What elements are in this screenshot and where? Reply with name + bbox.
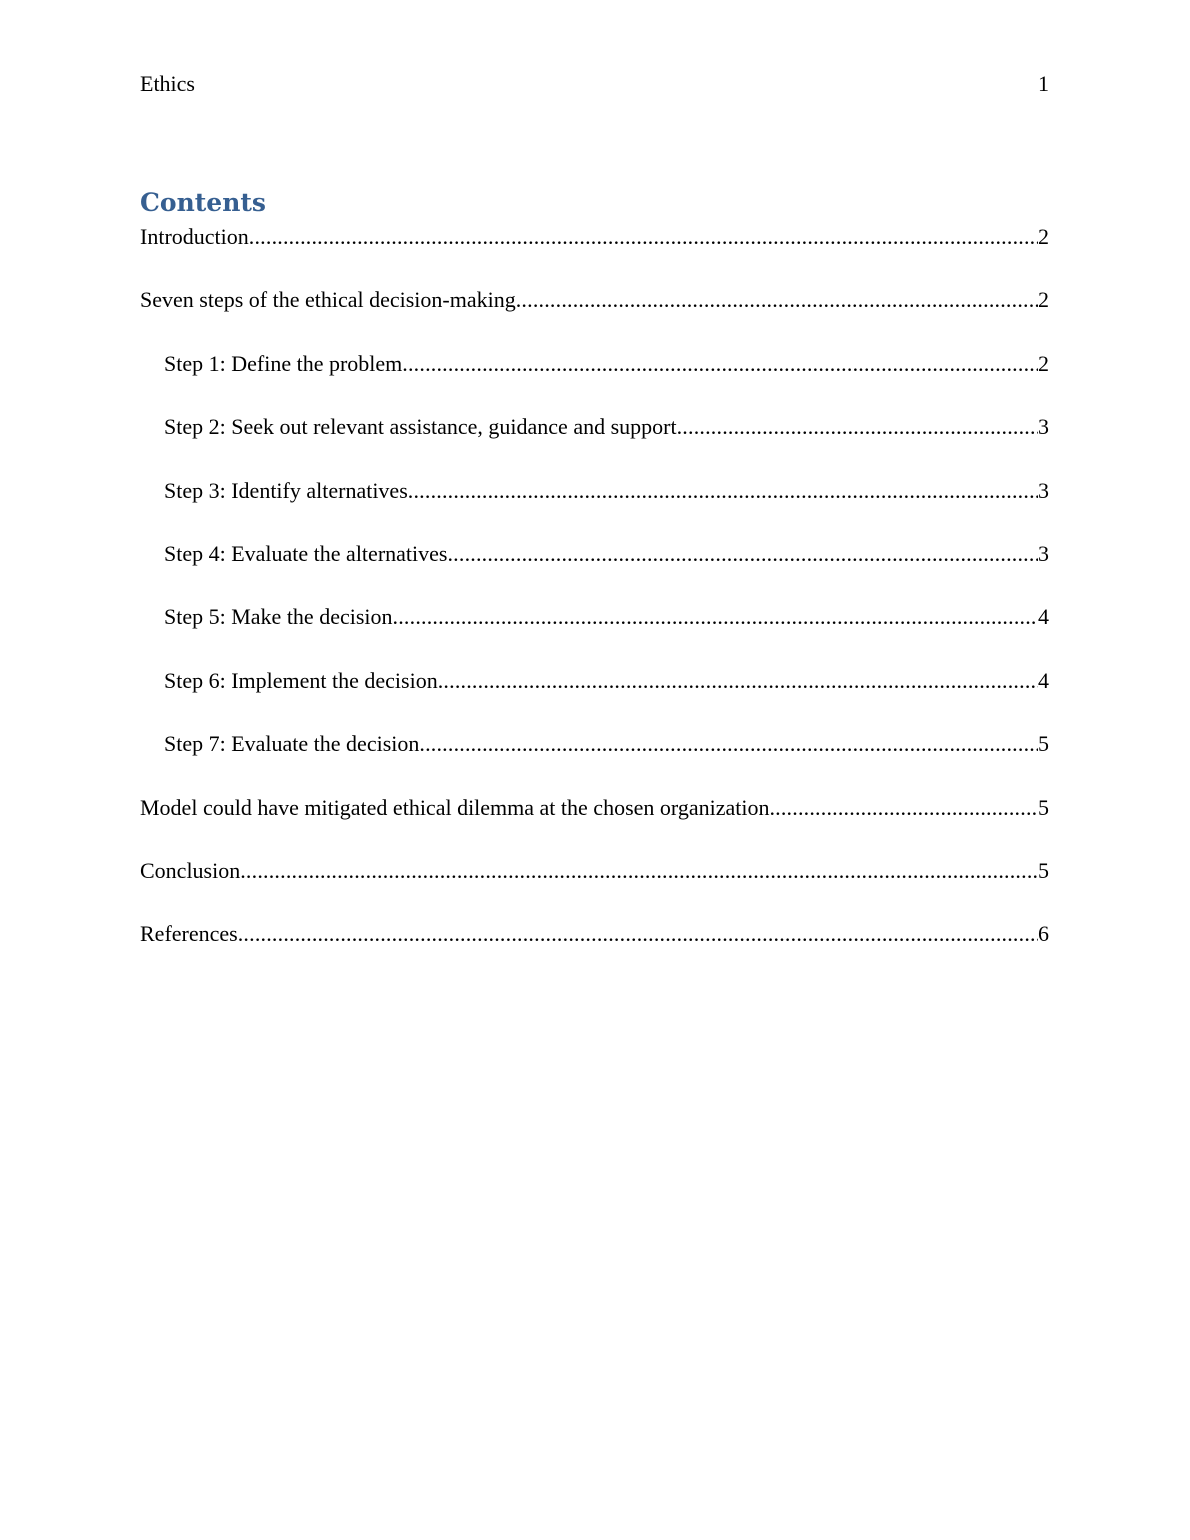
toc-entry-page: 2 xyxy=(1038,287,1049,313)
toc-entry-title: Step 7: Evaluate the decision xyxy=(164,731,420,757)
toc-entry-page: 5 xyxy=(1038,794,1049,820)
toc-entry-step-5[interactable] xyxy=(140,603,1049,666)
toc-entry-step-2[interactable] xyxy=(140,413,1049,476)
toc-dot-leader xyxy=(249,223,1038,251)
toc-entry-step-3[interactable] xyxy=(140,477,1049,540)
toc-entry-step-4[interactable] xyxy=(140,540,1049,603)
toc-entry-title: Step 2: Seek out relevant assistance, guidance and support xyxy=(164,414,677,440)
toc-dot-leader xyxy=(240,857,1038,885)
toc-entry-title: Seven steps of the ethical decision-making xyxy=(140,287,516,313)
running-head: Ethics xyxy=(140,71,195,96)
toc-entry-title: Introduction xyxy=(140,224,249,249)
toc-dot-leader xyxy=(393,603,1038,631)
toc-dot-leader xyxy=(447,540,1038,568)
toc-dot-leader xyxy=(438,667,1038,695)
toc-entry-page: 3 xyxy=(1038,540,1049,566)
toc-entry-title: Model could have mitigated ethical dilemma at the chosen organization xyxy=(140,794,770,820)
toc-entry-title: Step 6: Implement the decision xyxy=(164,667,438,693)
toc-entry-conclusion[interactable] xyxy=(140,857,1049,920)
toc-entry-step-6[interactable] xyxy=(140,667,1049,730)
toc-entry-page: 4 xyxy=(1038,604,1049,630)
page-number: 1 xyxy=(1038,71,1049,96)
toc-entry-page: 2 xyxy=(1038,350,1049,376)
page-header xyxy=(140,70,1049,98)
toc-dot-leader xyxy=(408,477,1038,505)
toc-entry-title: References xyxy=(140,921,238,947)
toc-heading: Contents xyxy=(140,188,267,217)
toc-entry-step-1[interactable] xyxy=(140,350,1049,413)
toc-entry-step-7[interactable] xyxy=(140,730,1049,793)
toc-dot-leader xyxy=(677,413,1038,441)
toc-entry-page: 3 xyxy=(1038,414,1049,440)
toc-entry-page: 5 xyxy=(1038,731,1049,757)
toc-dot-leader xyxy=(402,350,1038,378)
toc-entry-introduction[interactable] xyxy=(140,223,1049,286)
toc-dot-leader xyxy=(419,730,1038,758)
toc-entry-title: Step 3: Identify alternatives xyxy=(164,477,408,503)
toc-entry-title: Step 1: Define the problem xyxy=(164,350,403,376)
toc-entry-page: 4 xyxy=(1038,667,1049,693)
toc-dot-leader xyxy=(769,794,1038,822)
toc-entry-title: Step 5: Make the decision xyxy=(164,604,393,630)
toc-entry-page: 2 xyxy=(1038,224,1049,249)
toc-entry-page: 3 xyxy=(1038,477,1049,503)
toc-entry-page: 6 xyxy=(1038,921,1049,947)
toc-dot-leader xyxy=(516,286,1038,314)
toc-entry-seven-steps[interactable] xyxy=(140,286,1049,349)
toc-dot-leader xyxy=(238,920,1038,948)
toc-entry-title: Step 4: Evaluate the alternatives xyxy=(164,540,448,566)
toc-entry-page: 5 xyxy=(1038,857,1049,883)
toc-entry-references[interactable] xyxy=(140,920,1049,983)
toc-entry-title: Conclusion xyxy=(140,857,241,883)
table-of-contents xyxy=(140,223,1049,984)
toc-entry-model[interactable] xyxy=(140,794,1049,857)
